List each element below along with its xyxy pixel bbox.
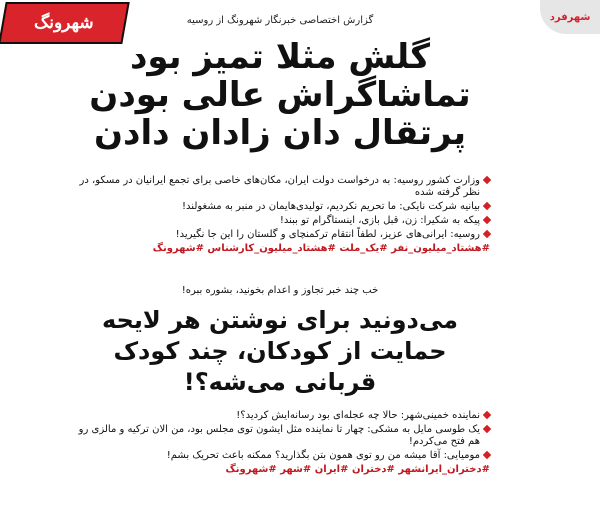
- section-stamp: [540, 0, 600, 34]
- story2-bullet: یک طوسی مایل به مشکی: چهار تا نماینده مثل ایشون توی مجلس بود، من الان ترکیه و مالزی رو هم فتح می‌کردم!: [70, 424, 490, 448]
- story2-hashtags: #دختران_ایرانشهر #دختران #ایران #شهر #شهرونگ: [225, 464, 490, 475]
- story2-headline: [70, 305, 490, 398]
- story1-bullet: روسیه: ایرانی‌های عزیز، لطفاً انتقام ترکمنچای و گلستان را این جا نگیرید!: [70, 229, 490, 241]
- logo-text: شهرونگ: [34, 13, 94, 33]
- story2-kicker: خب چند خبر تجاوز و اعدام بخونید، بشوره ببره!: [181, 285, 379, 296]
- story1-headline: [70, 38, 490, 152]
- story1-headline-line: گلش مثلا تمیز بود: [129, 37, 431, 77]
- story1-bullets: [70, 175, 490, 255]
- section-label: شهرفرد: [549, 11, 591, 23]
- story2-headline-line: قربانی می‌شه؟!: [183, 368, 377, 396]
- story2-bullet: نماینده خمینی‌شهر: حالا چه عجله‌ای بود رسانه‌ایش کردید؟!: [70, 410, 490, 422]
- story1-kicker: گزارش اختصاصی خبرنگار شهرونگ از روسیه: [186, 15, 374, 26]
- story1-bullet: وزارت کشور روسیه: به درخواست دولت ایران، مکان‌های خاصی برای تجمع ایرانیان در مسکو، در نظر گرفته شده: [70, 175, 490, 199]
- story2-bullet: مومیایی: آقا میشه من رو توی همون بتن بگذارید؟ ممکنه باعث تحریک بشم!: [70, 450, 490, 462]
- story1-headline-line: پرتقال دان زادان دادن: [94, 113, 466, 153]
- story2-headline-line: حمایت از کودکان، چند کودک: [113, 337, 447, 365]
- story2-headline-line: می‌دونید برای نوشتن هر لایحه: [102, 306, 458, 334]
- story1-headline-line: تماشاگراش عالی بودن: [89, 75, 471, 115]
- story2-bullets: [70, 410, 490, 476]
- story1-bullet: پیکه به شکیرا: زن، قبل بازی، اینستاگرام تو ببند!: [70, 215, 490, 227]
- story1-hashtags: #هشتاد_میلیون_نفر #یک_ملت #هشتاد_میلیون_کارشناس #شهرونگ: [152, 243, 490, 254]
- story1-bullet: بیانیه شرکت نایکی: ما تحریم نکردیم، تولیدی‌هایمان در منبر به مشغولند!: [70, 201, 490, 213]
